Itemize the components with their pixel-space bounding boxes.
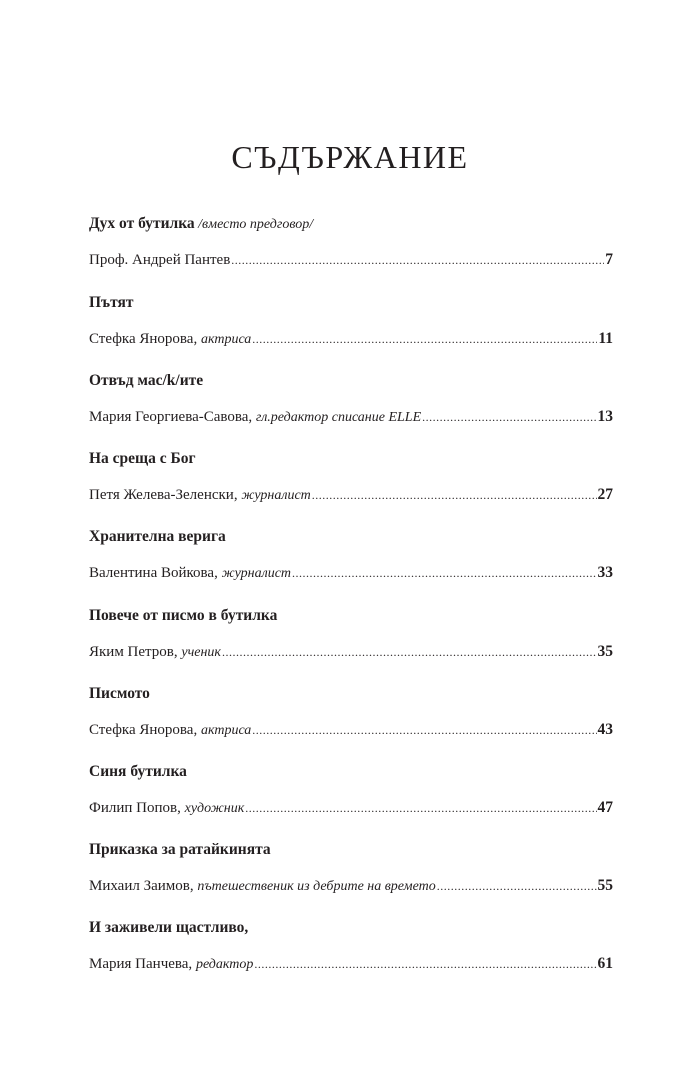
- toc-entry: [89, 293, 613, 349]
- entry-line: [89, 798, 613, 818]
- entry-line: [89, 407, 613, 427]
- entry-title: Синя бутилка: [89, 763, 187, 780]
- entry-author: Стефка Янорова, актриса: [89, 331, 252, 347]
- toc-entry: [89, 918, 613, 974]
- entry-page-number: 61: [597, 955, 613, 972]
- toc-entry: [89, 214, 613, 270]
- dot-leader: [254, 954, 596, 974]
- entry-title: Отвъд мас/k/ите: [89, 372, 204, 389]
- entry-title: На среща с Бог: [89, 450, 196, 467]
- dot-leader: [252, 720, 596, 740]
- entry-title: Дух от бутилка /вместо предговор/: [89, 215, 314, 232]
- entry-title: Повече от писмо в бутилка: [89, 607, 278, 624]
- entry-page-number: 27: [597, 486, 613, 503]
- entry-page-number: 47: [597, 799, 613, 816]
- entry-author: Мария Панчева, редактор: [89, 956, 254, 972]
- entry-line: [89, 720, 613, 740]
- dot-leader: [222, 642, 597, 662]
- entry-author: Яким Петров, ученик: [89, 644, 221, 660]
- entry-author: Михаил Заимов, пътешественик из дебрите на времето: [89, 878, 436, 894]
- entry-line: [89, 563, 613, 583]
- entry-title: И заживели щастливо,: [89, 919, 249, 936]
- entry-note: /вместо предговор/: [194, 217, 314, 232]
- entry-line: [89, 954, 613, 974]
- entry-line: [89, 876, 613, 896]
- entry-author: Стефка Янорова, актриса: [89, 722, 252, 738]
- dot-leader: [437, 876, 597, 896]
- entry-title: Пътят: [89, 294, 134, 311]
- toc-entry: [89, 371, 613, 427]
- entry-page-number: 33: [597, 564, 613, 581]
- entry-title: Писмото: [89, 685, 150, 702]
- entry-author: Валентина Войкова, журналист: [89, 565, 292, 581]
- toc-entry: [89, 449, 613, 505]
- entry-line: [89, 250, 613, 270]
- entry-title: Приказка за ратайкинята: [89, 841, 271, 858]
- toc-entry: [89, 762, 613, 818]
- dot-leader: [245, 798, 596, 818]
- page-title: СЪДЪРЖАНИЕ: [231, 139, 469, 175]
- entry-page-number: 35: [597, 643, 613, 660]
- entry-line: [89, 485, 613, 505]
- dot-leader: [422, 407, 596, 427]
- entry-title: Хранителна верига: [89, 528, 226, 545]
- dot-leader: [292, 563, 596, 583]
- entry-author: Проф. Андрей Пантев: [89, 252, 231, 268]
- entry-page-number: 11: [598, 330, 613, 347]
- entry-line: [89, 329, 613, 349]
- entry-page-number: 55: [597, 877, 613, 894]
- toc-entry: [89, 840, 613, 896]
- entry-page-number: 43: [597, 721, 613, 738]
- dot-leader: [252, 329, 597, 349]
- entry-author: Филип Попов, художник: [89, 800, 245, 816]
- entry-author: Мария Георгиева-Савова, гл.редактор списание ELLE: [89, 409, 422, 425]
- toc-entry: [89, 606, 613, 662]
- entry-line: [89, 642, 613, 662]
- entry-author: Петя Желева-Зеленски, журналист: [89, 487, 311, 503]
- entry-page-number: 7: [605, 251, 613, 268]
- toc-entry: [89, 684, 613, 740]
- entry-page-number: 13: [597, 408, 613, 425]
- dot-leader: [231, 250, 604, 270]
- toc-entry: [89, 527, 613, 583]
- dot-leader: [312, 485, 597, 505]
